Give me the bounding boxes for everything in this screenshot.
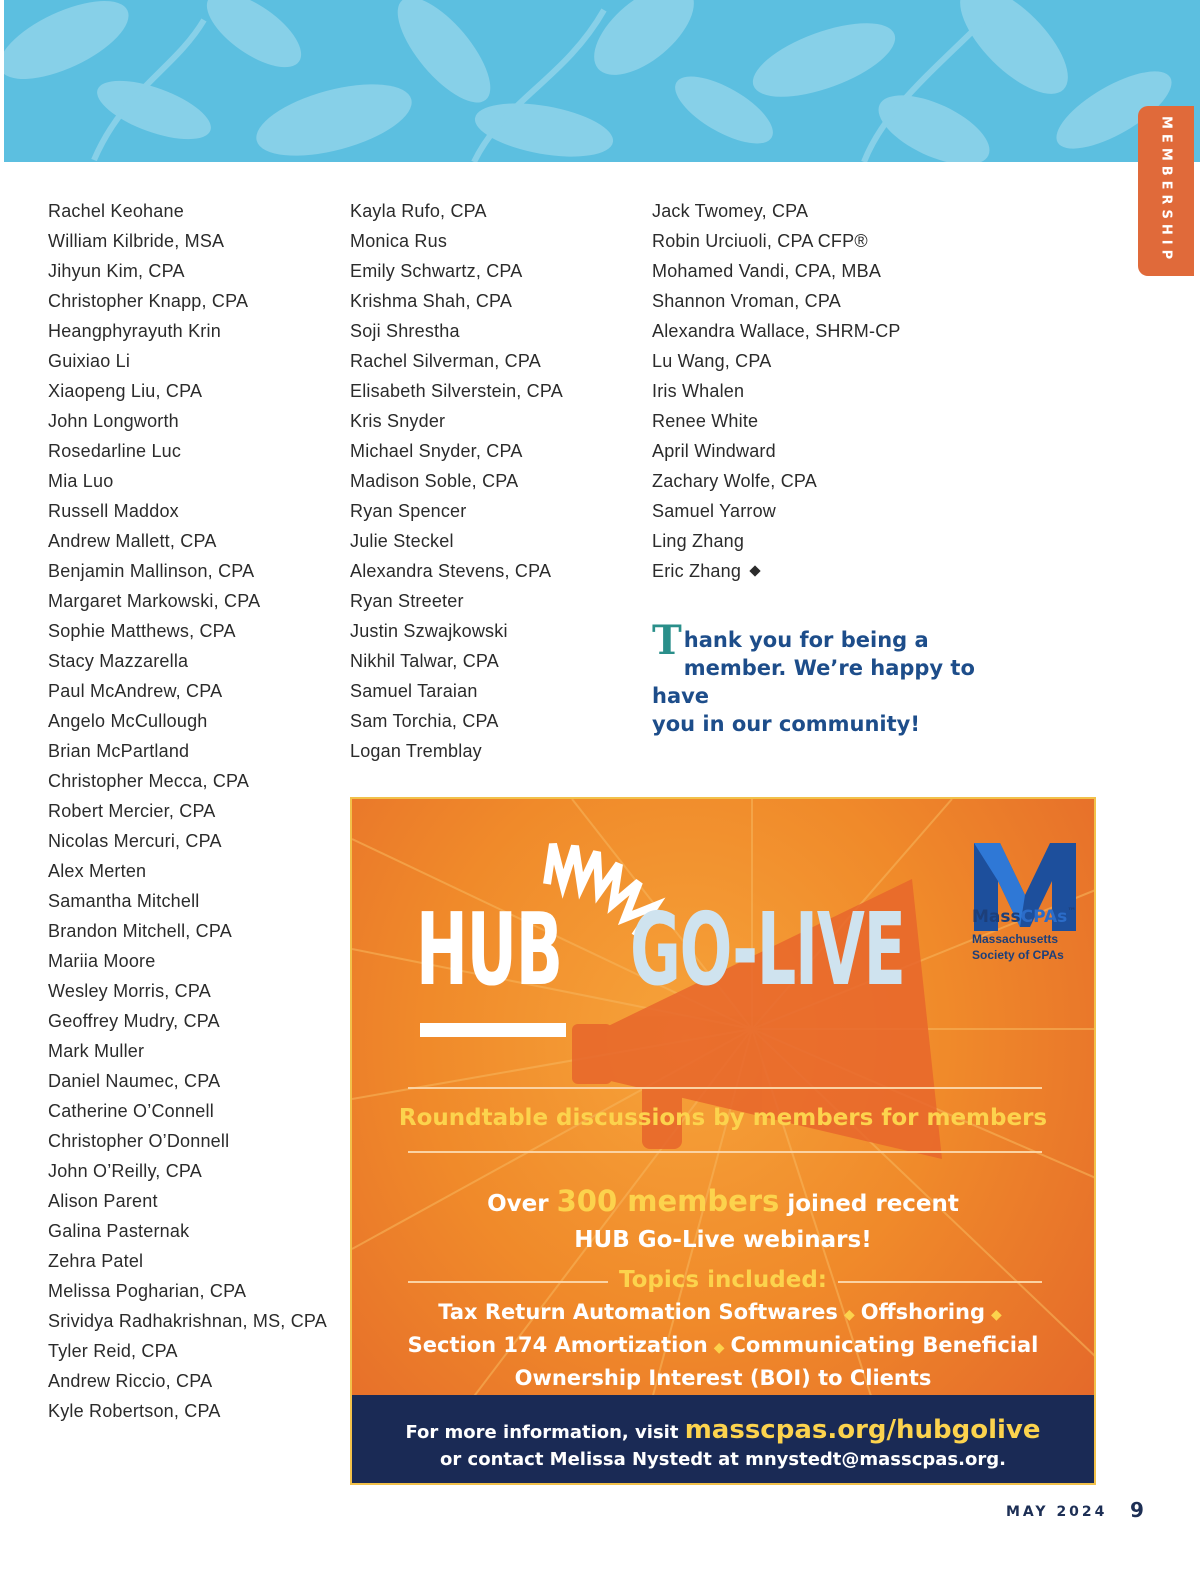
member-name: Monica Rus: [350, 231, 448, 251]
member-name: Sam Torchia, CPA: [350, 711, 499, 731]
member-name: Alex Merten: [48, 861, 147, 881]
member-name: Madison Soble, CPA: [350, 471, 519, 491]
member-name: Krishma Shah, CPA: [350, 291, 513, 311]
member-name: Mark Muller: [48, 1041, 145, 1061]
member-name: Lu Wang, CPA: [652, 351, 772, 371]
topic-item: Tax Return Automation Softwares: [438, 1300, 838, 1324]
member-name: Rosedarline Luc: [48, 441, 182, 461]
member-name: Sophie Matthews, CPA: [48, 621, 236, 641]
go-live-title: GO-LIVE: [630, 891, 905, 1008]
divider: [838, 1281, 1042, 1283]
member-name: Alison Parent: [48, 1191, 158, 1211]
member-name: Ryan Spencer: [350, 501, 467, 521]
logo-wordmark: MassCPAs™: [972, 907, 1077, 927]
member-name: Alexandra Wallace, SHRM-CP: [652, 321, 901, 341]
member-name: Mia Luo: [48, 471, 114, 491]
member-name: Catherine O’Connell: [48, 1101, 214, 1121]
diamond-icon: ◆: [843, 1307, 855, 1323]
thanks-line-1: hank you for being a: [683, 628, 929, 652]
member-name: Mariia Moore: [48, 951, 156, 971]
member-name: Christopher Knapp, CPA: [48, 291, 249, 311]
member-name: Nicolas Mercuri, CPA: [48, 831, 222, 851]
issue-date: MAY 2024: [1006, 1504, 1108, 1520]
member-name: Wesley Morris, CPA: [48, 981, 211, 1001]
member-name: Tyler Reid, CPA: [48, 1341, 178, 1361]
attendance-stat: Over 300 members joined recent HUB Go-Live webinars!: [487, 1184, 959, 1253]
member-name: Christopher O’Donnell: [48, 1131, 230, 1151]
topics-list: [382, 1297, 1064, 1393]
member-name: Brandon Mitchell, CPA: [48, 921, 232, 941]
member-name: Justin Szwajkowski: [350, 621, 508, 641]
member-name: Kris Snyder: [350, 411, 446, 431]
title-underline: [420, 1023, 566, 1037]
member-name: Russell Maddox: [48, 501, 179, 521]
member-name: Robin Urciuoli, CPA CFP®: [652, 231, 868, 251]
member-name: Mohamed Vandi, CPA, MBA: [652, 261, 882, 281]
page-number: 9: [1130, 1498, 1144, 1522]
member-name: Soji Shrestha: [350, 321, 460, 341]
member-name: Kayla Rufo, CPA: [350, 201, 487, 221]
topics-heading: Topics included:: [619, 1267, 827, 1293]
thanks-line-3: you in our community!: [652, 712, 920, 736]
thank-you-message: [652, 617, 1032, 738]
member-name: Kyle Robertson, CPA: [48, 1401, 221, 1421]
ad-tagline: Roundtable discussions by members for members: [398, 1105, 1048, 1131]
member-name: Julie Steckel: [350, 531, 454, 551]
member-name: Samantha Mitchell: [48, 891, 200, 911]
member-name: Rachel Keohane: [48, 201, 184, 221]
member-name: Benjamin Mallinson, CPA: [48, 561, 255, 581]
diamond-icon: [749, 565, 760, 576]
member-name: Melissa Pogharian, CPA: [48, 1281, 247, 1301]
member-name: Geoffrey Mudry, CPA: [48, 1011, 220, 1031]
member-name: William Kilbride, MSA: [48, 231, 225, 251]
member-list-column-1: [48, 196, 327, 1426]
topic-item: Section 174 Amortization: [407, 1333, 708, 1357]
member-list-column-3: [652, 196, 901, 586]
thanks-line-2: member. We’re happy to have: [652, 656, 975, 708]
member-name: Shannon Vroman, CPA: [652, 291, 841, 311]
member-name: Jihyun Kim, CPA: [48, 261, 185, 281]
member-name: Galina Pasternak: [48, 1221, 190, 1241]
member-name: Renee White: [652, 411, 759, 431]
member-name: Jack Twomey, CPA: [652, 201, 809, 221]
member-name: John Longworth: [48, 411, 179, 431]
leaf-pattern: [4, 0, 1200, 162]
member-name: Andrew Mallett, CPA: [48, 531, 217, 551]
member-name: April Windward: [652, 441, 776, 461]
member-name: Angelo McCullough: [48, 711, 208, 731]
ad-contact-bar: For more information, visit masscpas.org/hubgolive or contact Melissa Nystedt at mnystedt@masscpas.org.: [352, 1395, 1094, 1483]
drop-cap: T: [652, 617, 682, 664]
member-name: Ryan Streeter: [350, 591, 464, 611]
member-name: Samuel Yarrow: [652, 501, 776, 521]
member-name: Eric Zhang: [652, 556, 901, 586]
topic-item: Communicating Beneficial Ownership Interest (BOI) to Clients: [514, 1333, 1039, 1390]
diamond-icon: ◆: [991, 1307, 1002, 1323]
member-name: Iris Whalen: [652, 381, 745, 401]
member-name: Michael Snyder, CPA: [350, 441, 523, 461]
hub-go-live-advertisement[interactable]: [350, 797, 1096, 1485]
member-name: Srividya Radhakrishnan, MS, CPA: [48, 1311, 327, 1331]
member-name: Samuel Taraian: [350, 681, 478, 701]
member-name: Margaret Markowski, CPA: [48, 591, 261, 611]
member-name: Logan Tremblay: [350, 741, 482, 761]
divider: [408, 1151, 1042, 1153]
member-name: Heangphyrayuth Krin: [48, 321, 221, 341]
member-name: Nikhil Talwar, CPA: [350, 651, 499, 671]
member-name: Alexandra Stevens, CPA: [350, 561, 552, 581]
member-name: Zachary Wolfe, CPA: [652, 471, 817, 491]
hub-title: HUB: [416, 891, 562, 1008]
member-name: Ling Zhang: [652, 531, 745, 551]
diamond-icon: ◆: [713, 1340, 725, 1356]
section-tab-label: MEMBERSHIP: [1158, 116, 1174, 265]
member-name: Brian McPartland: [48, 741, 190, 761]
member-list-column-2: [350, 196, 563, 766]
member-name: Christopher Mecca, CPA: [48, 771, 250, 791]
contact-line[interactable]: or contact Melissa Nystedt at mnystedt@masscpas.org.: [440, 1449, 1006, 1470]
member-name: Daniel Naumec, CPA: [48, 1071, 221, 1091]
section-tab: [1138, 106, 1194, 276]
hubgolive-link[interactable]: masscpas.org/hubgolive: [684, 1415, 1041, 1445]
member-name: John O’Reilly, CPA: [48, 1161, 202, 1181]
divider: [408, 1087, 1042, 1089]
topic-item: Offshoring: [860, 1300, 985, 1324]
member-name: Emily Schwartz, CPA: [350, 261, 523, 281]
member-name: Zehra Patel: [48, 1251, 144, 1271]
member-name: Rachel Silverman, CPA: [350, 351, 541, 371]
member-name: Robert Mercier, CPA: [48, 801, 216, 821]
member-name: Stacy Mazzarella: [48, 651, 189, 671]
logo-subtitle: Massachusetts Society of CPAs: [972, 932, 1064, 962]
member-name: Guixiao Li: [48, 351, 131, 371]
member-name: Elisabeth Silverstein, CPA: [350, 381, 563, 401]
member-name: Xiaopeng Liu, CPA: [48, 381, 203, 401]
member-name: Paul McAndrew, CPA: [48, 681, 223, 701]
member-name: Andrew Riccio, CPA: [48, 1371, 213, 1391]
header-banner: [4, 0, 1200, 162]
